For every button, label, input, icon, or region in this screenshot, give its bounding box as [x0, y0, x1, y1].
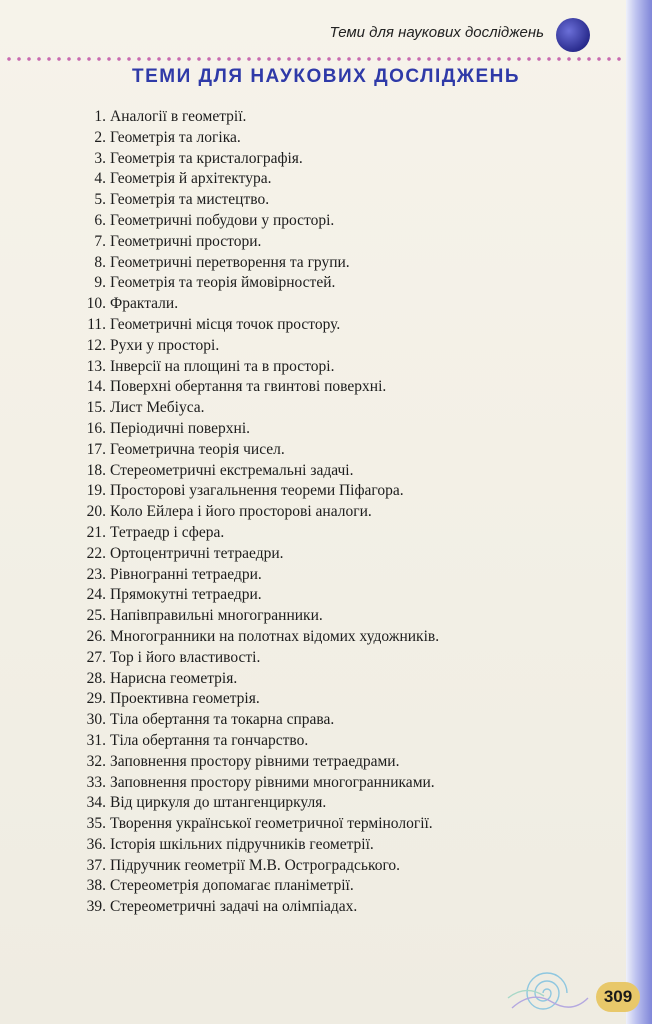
topic-text: Творення української геометричної термінології. [110, 815, 433, 833]
topic-number: 21. [86, 523, 106, 541]
topic-item [70, 710, 590, 731]
topic-number: 24. [86, 586, 106, 604]
topic-item [70, 648, 590, 669]
topic-text: Геометрична теорія чисел. [110, 440, 285, 458]
topic-number: 4. [94, 170, 106, 188]
topic-number: 1. [94, 108, 106, 125]
topic-number: 38. [86, 877, 106, 895]
topic-text: Тор і його властивості. [110, 648, 261, 666]
topic-item [70, 294, 590, 315]
topic-number: 30. [86, 711, 106, 729]
topic-item [70, 793, 590, 814]
topic-number: 8. [94, 253, 106, 271]
topic-number: 33. [86, 773, 106, 791]
topic-number: 29. [86, 690, 106, 708]
topic-item [70, 876, 590, 897]
topic-text: Аналогії в геометрії. [110, 108, 247, 125]
topic-item [70, 689, 590, 710]
topic-text: Напівправильні многогранники. [110, 607, 323, 625]
topic-item [70, 440, 590, 461]
topic-text: Ортоцентричні тетраедри. [110, 544, 284, 562]
topic-item [70, 773, 590, 794]
header-circle-ornament [556, 18, 590, 52]
topic-text: Коло Ейлера і його просторові аналоги. [110, 503, 372, 521]
topic-item [70, 357, 590, 378]
topic-number: 39. [86, 898, 106, 916]
topic-number: 17. [86, 440, 106, 458]
topic-number: 6. [94, 211, 106, 229]
topic-item [70, 169, 590, 190]
topic-list [70, 107, 590, 918]
topic-text: Фрактали. [110, 295, 179, 313]
topic-item [70, 835, 590, 856]
topic-item [70, 897, 590, 918]
topic-item [70, 814, 590, 835]
topic-text: Геометрія й архітектура. [110, 170, 272, 188]
topic-item [70, 336, 590, 357]
topic-text: Геометрія та логіка. [110, 128, 241, 146]
topic-text: Многогранники на полотнах відомих художників. [110, 627, 440, 645]
topic-text: Геометрія та мистецтво. [110, 191, 270, 209]
topic-number: 2. [94, 128, 106, 146]
topic-text: Від циркуля до штангенциркуля. [110, 794, 327, 812]
topic-text: Нарисна геометрія. [110, 669, 238, 687]
topic-text: Лист Мебіуса. [110, 399, 205, 417]
topic-item [70, 461, 590, 482]
topic-item [70, 419, 590, 440]
topic-text: Прямокутні тетраедри. [110, 586, 262, 604]
topic-item [70, 627, 590, 648]
topic-item [70, 190, 590, 211]
page-number-badge: 309 [596, 982, 640, 1012]
topic-item [70, 481, 590, 502]
topic-number: 5. [94, 191, 106, 209]
topic-number: 25. [86, 607, 106, 625]
topic-text: Геометричні перетворення та групи. [110, 253, 350, 271]
topic-item [70, 669, 590, 690]
topic-item [70, 731, 590, 752]
topic-text: Поверхні обертання та гвинтові поверхні. [110, 378, 387, 396]
topic-item [70, 273, 590, 294]
topic-item [70, 211, 590, 232]
topic-item [70, 585, 590, 606]
topic-number: 9. [94, 274, 106, 292]
topic-text: Заповнення простору рівними тетраедрами. [110, 752, 400, 770]
topic-item [70, 502, 590, 523]
topic-text: Геометричні місця точок простору. [110, 315, 341, 333]
topic-item [70, 856, 590, 877]
topic-number: 34. [86, 794, 106, 812]
topic-text: Тіла обертання та гончарство. [110, 731, 309, 749]
topic-item [70, 523, 590, 544]
topic-text: Рухи у просторі. [110, 336, 220, 354]
topic-item [70, 149, 590, 170]
topic-text: Рівногранні тетраедри. [110, 565, 262, 583]
topic-item [70, 107, 590, 128]
topic-item [70, 544, 590, 565]
topic-number: 3. [94, 149, 106, 167]
topic-text: Тіла обертання та токарна справа. [110, 711, 335, 729]
topic-number: 20. [86, 503, 106, 521]
topic-number: 36. [86, 835, 106, 853]
topic-number: 28. [86, 669, 106, 687]
topic-text: Періодичні поверхні. [110, 419, 251, 437]
topic-text: Геометричні побудови у просторі. [110, 211, 335, 229]
topic-number: 19. [86, 482, 106, 500]
topic-text: Геометрія та кристалографія. [110, 149, 303, 167]
dotted-divider [4, 56, 624, 62]
topic-item [70, 253, 590, 274]
topic-number: 37. [86, 856, 106, 874]
topic-text: Геометричні простори. [110, 232, 262, 250]
topic-text: Тетраедр і сфера. [110, 523, 225, 541]
topic-number: 32. [86, 752, 106, 770]
topic-text: Стереометричні екстремальні задачі. [110, 461, 354, 479]
page-title: ТЕМИ ДЛЯ НАУКОВИХ ДОСЛІДЖЕНЬ [131, 66, 521, 87]
topic-item [70, 377, 590, 398]
topic-number: 26. [86, 627, 106, 645]
topic-item [70, 398, 590, 419]
topic-number: 16. [86, 419, 106, 437]
topic-item [70, 315, 590, 336]
topic-text: Просторові узагальнення теореми Піфагора. [110, 482, 404, 500]
topic-item [70, 752, 590, 773]
topic-number: 35. [86, 815, 106, 833]
topic-item [70, 565, 590, 586]
topic-text: Стереометричні задачі на олімпіадах. [110, 898, 358, 916]
topic-number: 10. [86, 295, 106, 313]
topic-item [70, 232, 590, 253]
topic-text: Підручник геометрії М.В. Остроградського. [110, 856, 401, 874]
spiral-ornament [502, 968, 592, 1018]
topic-text: Стереометрія допомагає планіметрії. [110, 877, 354, 895]
topic-text: Історія шкільних підручників геометрії. [110, 835, 374, 853]
topic-number: 18. [86, 461, 106, 479]
topic-number: 14. [86, 378, 106, 396]
topic-item [70, 128, 590, 149]
running-head: Теми для наукових досліджень [329, 24, 544, 41]
topic-number: 31. [86, 731, 106, 749]
topic-number: 11. [87, 315, 106, 333]
topic-number: 13. [86, 357, 106, 375]
topic-text: Геометрія та теорія ймовірностей. [110, 274, 336, 292]
topic-text: Заповнення простору рівними многогранниками. [110, 773, 435, 791]
topic-number: 15. [86, 399, 106, 417]
topic-text: Проективна геометрія. [110, 690, 260, 708]
topic-text: Інверсії на площині та в просторі. [110, 357, 335, 375]
topic-number: 22. [86, 544, 106, 562]
topic-item [70, 606, 590, 627]
topic-number: 27. [86, 648, 106, 666]
topic-number: 23. [86, 565, 106, 583]
topic-number: 7. [94, 232, 106, 250]
topic-number: 12. [86, 336, 106, 354]
page-edge-color-bar [626, 0, 652, 1024]
